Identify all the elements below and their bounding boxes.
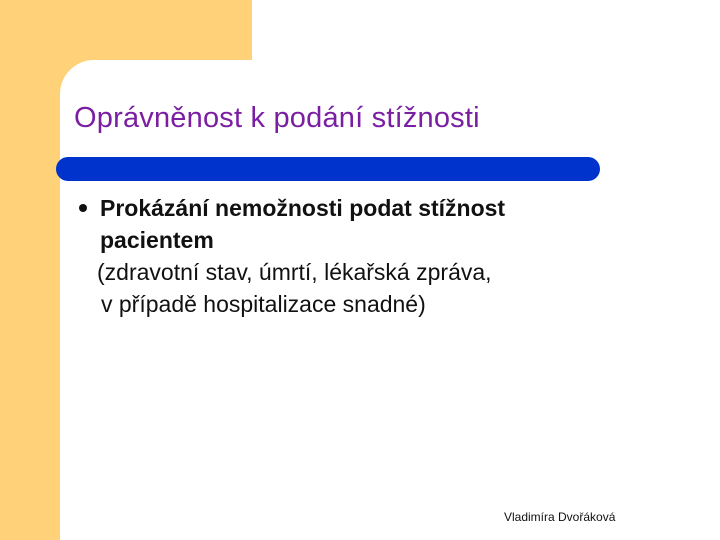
footer-author: Vladimíra Dvořáková — [504, 510, 616, 524]
bullet-line-1: Prokázání nemožnosti podat stížnost — [100, 195, 506, 221]
bullet-line-4: v případě hospitalizace snadné) — [101, 291, 426, 317]
bullet-item — [97, 192, 660, 320]
title-underline-bar — [56, 157, 600, 181]
bullet-line-2: pacientem — [100, 227, 214, 253]
bullet-dot-icon — [79, 204, 87, 212]
slide-title: Oprávněnost k podání stížnosti — [74, 102, 480, 134]
bullet-line-3: (zdravotní stav, úmrtí, lékařská zpráva, — [97, 259, 492, 285]
